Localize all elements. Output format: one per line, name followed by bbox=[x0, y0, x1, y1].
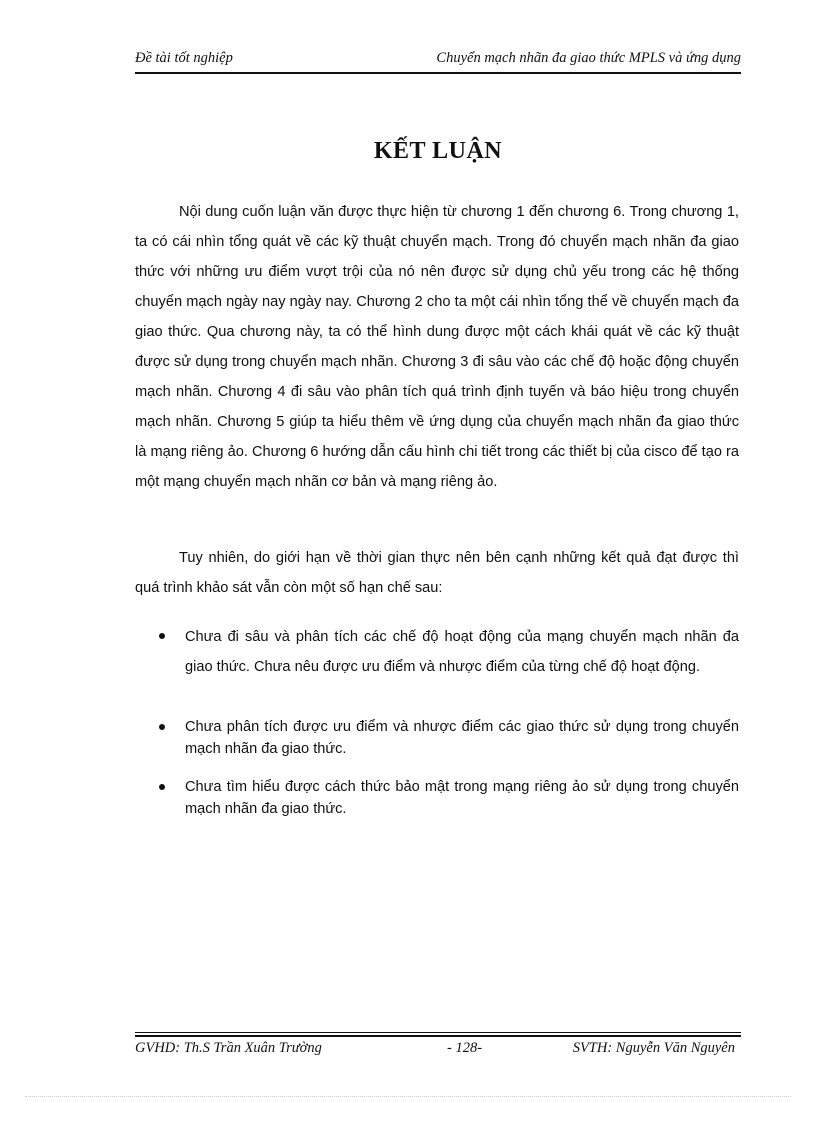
header-divider bbox=[135, 72, 741, 74]
list-item-text: Chưa phân tích được ưu điểm và nhược điểm các giao thức sử dụng trong chuyển mạch nhãn đa giao thức. bbox=[185, 719, 739, 757]
bullet-icon bbox=[159, 633, 165, 639]
bullet-icon bbox=[159, 724, 165, 730]
header-thesis-title: Chuyển mạch nhãn đa giao thức MPLS và ứng dụng bbox=[436, 50, 741, 66]
conclusion-paragraph-1: Nội dung cuốn luận văn được thực hiện từ chương 1 đến chương 6. Trong chương 1, ta có cái nhìn tổng quát về các kỹ thuật chuyển mạch. Trong đó chuyển mạch nhãn đa giao thức với những ưu điểm vượt trội của nó nên được sử dụng chủ yếu trong các hệ thống chuyển mạch ngày nay ngày nay. Chương 2 cho ta một cái nhìn tổng thể về chuyển mạch đa giao thức. Qua chương này, ta có thể hình dung được một cách khái quát về các kỹ thuật được sử dụng trong chuyển mạch nhãn. Chương 3 đi sâu vào các chế độ hoặc động chuyển mạch nhãn. Chương 4 đi sâu vào phân tích quá trình định tuyến và báo hiệu trong chuyển mạch nhãn. Chương 5 giúp ta hiểu thêm về ứng dụng của chuyển mạch nhãn đa giao thức là mạng riêng ảo. Chương 6 hướng dẫn cấu hình chi tiết trong các thiết bị của cisco để tạo ra một mạng chuyển mạch nhãn cơ bản và mạng riêng ảo. bbox=[135, 204, 739, 490]
list-item-text: Chưa tìm hiểu được cách thức bảo mật trong mạng riêng ảo sử dụng trong chuyển mạch nhãn đa giao thức. bbox=[185, 779, 739, 817]
page-bottom-edge bbox=[25, 1096, 791, 1097]
header-thesis-label: Đề tài tốt nghiệp bbox=[135, 50, 233, 66]
footer-divider-thick bbox=[135, 1035, 741, 1037]
page-title: KẾT LUẬN bbox=[373, 138, 503, 164]
footer-advisor: GVHD: Th.S Trần Xuân Trường bbox=[135, 1040, 322, 1056]
conclusion-paragraph-2: Tuy nhiên, do giới hạn về thời gian thực nên bên cạnh những kết quả đạt được thì quá trình khảo sát vẫn còn một số hạn chế sau: bbox=[135, 550, 739, 596]
footer-divider-thin bbox=[135, 1032, 741, 1033]
footer-student: SVTH: Nguyễn Văn Nguyên bbox=[572, 1040, 735, 1056]
list-item-text: Chưa đi sâu và phân tích các chế độ hoạt động của mạng chuyển mạch nhãn đa giao thức. Chưa nêu được ưu điểm và nhược điểm của từng chế độ hoạt động. bbox=[185, 629, 739, 675]
bullet-icon bbox=[159, 784, 165, 790]
page-number: - 128- bbox=[447, 1040, 483, 1056]
page-footer bbox=[135, 1040, 741, 1062]
page-header bbox=[135, 46, 741, 72]
